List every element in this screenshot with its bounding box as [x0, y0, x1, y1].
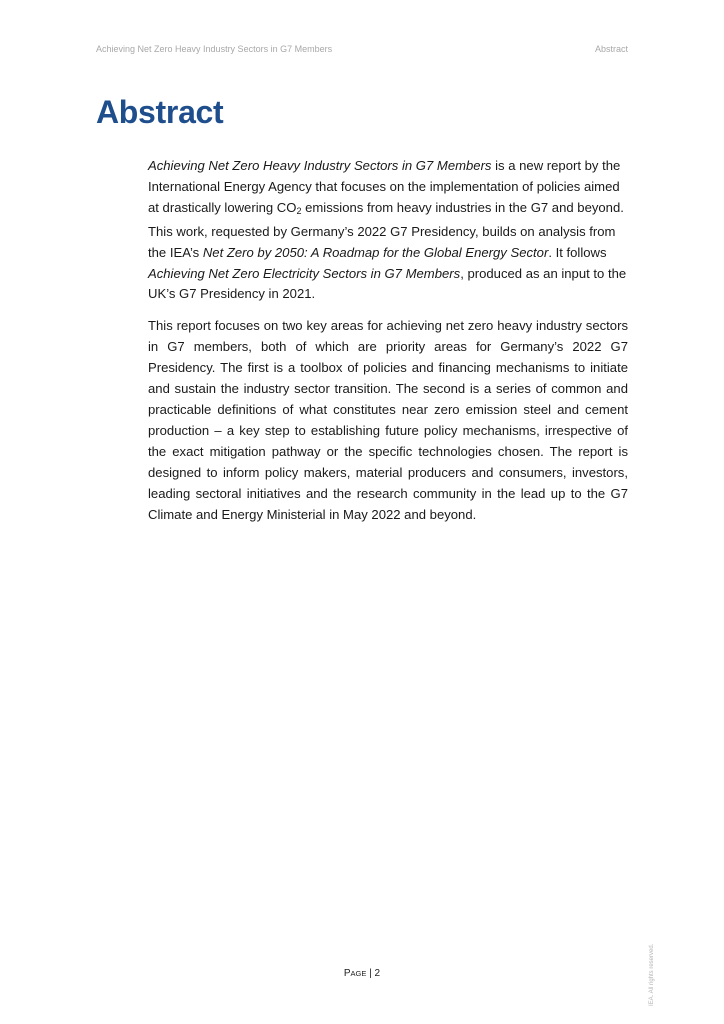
page-title: Abstract	[96, 94, 224, 130]
page-separator: |	[366, 968, 375, 979]
abstract-body	[148, 156, 628, 536]
abstract-paragraph-2: This report focuses on two key areas for achieving net zero heavy industry sectors in G7 members, both of which are priority areas for Germany’s 2022 G7 Presidency. The first is a toolbox of policies and financing mechanisms to initiate and sustain the industry sector transition. The second is a series of common and practicable definitions of what constitutes near zero emission steel and cement production – a key step to establishing future policy mechanisms, irrespective of the exact mitigation pathway or the specific technologies chosen. The report is designed to inform policy makers, material producers and consumers, investors, leading sectoral initiatives and the research community in the lead up to the G7 Climate and Energy Ministerial in May 2022 and beyond.	[148, 318, 628, 522]
co2-subscript: 2	[296, 205, 302, 216]
paragraph-1-text-3: . It follows	[548, 244, 607, 260]
rights-notice: IEA. All rights reserved.	[649, 943, 655, 1006]
header-document-title: Achieving Net Zero Heavy Industry Sectors in G7 Members	[96, 44, 333, 54]
abstract-paragraph-1	[148, 156, 628, 305]
page-number: 2	[374, 968, 381, 979]
page-label: PAGE	[343, 968, 367, 979]
page-footer	[0, 968, 724, 979]
report-title-italic: Achieving Net Zero Heavy Industry Sectors in G7 Members	[148, 158, 492, 173]
electricity-report-title-italic: Achieving Net Zero Electricity Sectors in G7 Members	[148, 265, 461, 281]
paragraph-1-text-4: , produced as an input to the UK’s G7 Presidency in 2021.	[148, 265, 627, 302]
roadmap-title-italic: Net Zero by 2050: A Roadmap for the Global Energy Sector	[202, 244, 549, 260]
paragraph-1-text-2: emissions from heavy industries in the G7 and beyond. This work, requested by Germany’s 2022 G7 Presidency, builds on analysis from the IEA’s	[148, 199, 624, 260]
header-section-name: Abstract	[594, 44, 628, 54]
paragraph-1-text-1: is a new report by the International Energy Agency that focuses on the implementation of policies aimed at drastically lowering CO	[148, 158, 621, 215]
running-header	[96, 44, 628, 54]
